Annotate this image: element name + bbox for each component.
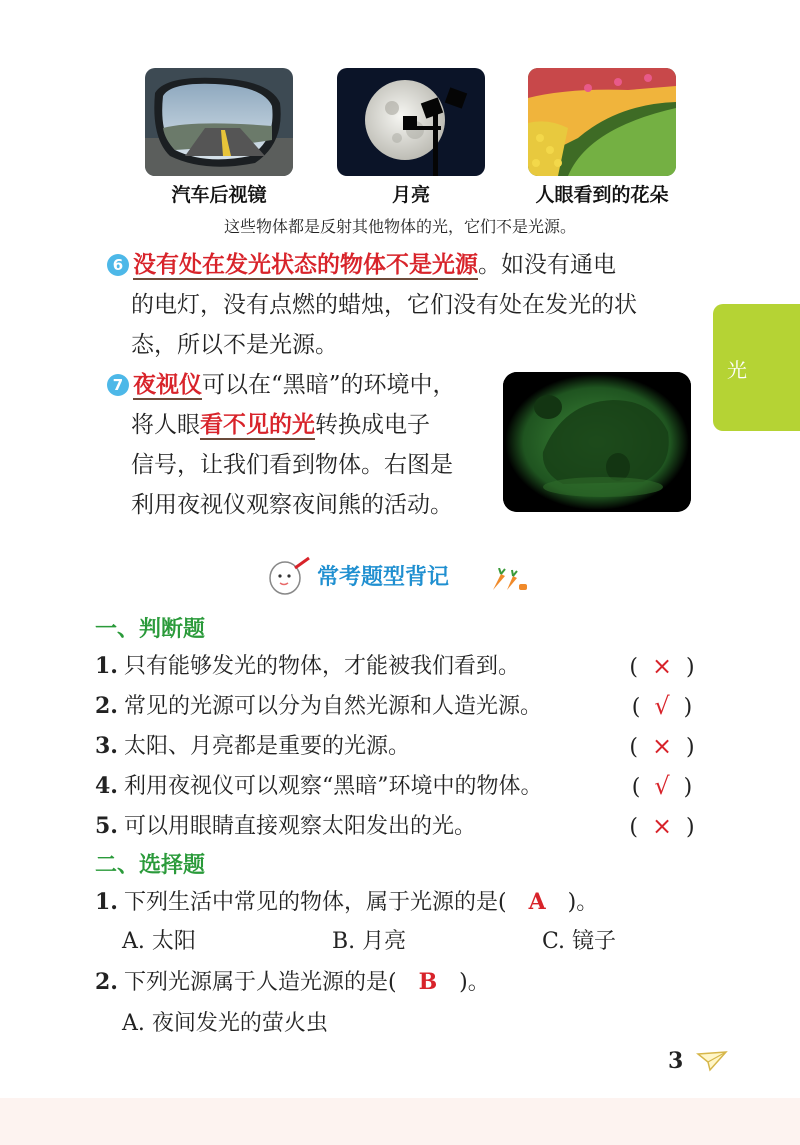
carrot-icon <box>489 568 529 592</box>
choice-q2-num: 2. <box>95 969 118 995</box>
judge-item-1-open: ( <box>629 655 638 680</box>
section-banner-title: 常考题型背记 <box>317 565 450 590</box>
choice-q2-answer: B <box>418 969 438 995</box>
judge-item-3-mark: × <box>651 732 673 760</box>
choice-q2-option-a: A. 夜间发光的萤火虫 <box>122 1011 328 1036</box>
flowers-photo <box>528 68 676 176</box>
judge-item-2-close: ) <box>683 695 693 720</box>
judge-item-1-mark: × <box>651 652 673 680</box>
section-banner <box>267 556 537 596</box>
judge-item-2-num: 2. <box>95 693 118 719</box>
judge-item-3-num: 3. <box>95 733 118 759</box>
point-6-highlight: 没有处在发光状态的物体不是光源 <box>133 251 478 278</box>
photo-note: 这些物体都是反射其他物体的光，它们不是光源。 <box>223 217 576 236</box>
judge-item-4-num: 4. <box>95 773 118 799</box>
choice-section-title: 二、选择题 <box>95 853 206 878</box>
bottom-band <box>0 1098 800 1145</box>
judge-item-2-open: ( <box>631 695 641 720</box>
judge-item-3-text: 太阳、月亮都是重要的光源。 <box>123 734 410 759</box>
choice-q1-options <box>122 922 732 962</box>
judge-item-3-open: ( <box>629 735 638 760</box>
judge-item-2 <box>95 686 705 726</box>
choice-q2-options <box>122 1004 732 1044</box>
paper-plane-icon <box>696 1050 728 1072</box>
point-7-line4: 利用夜视仪观察夜间熊的活动。 <box>131 492 453 518</box>
page-number: 3 <box>668 1048 684 1074</box>
point-6-line3: 态，所以不是光源。 <box>131 332 338 358</box>
choice-question-1 <box>95 882 705 922</box>
point-6-badge: 6 <box>107 254 129 276</box>
judge-item-5-mark: × <box>651 812 673 840</box>
flowers-caption: 人眼看到的花朵 <box>535 184 669 206</box>
choice-q2-close: )。 <box>459 970 490 995</box>
point-7 <box>107 365 497 525</box>
judge-section-title: 一、判断题 <box>95 617 206 642</box>
chapter-tab-label: 光 <box>727 358 747 382</box>
judge-item-2-mark: √ <box>654 692 670 720</box>
night-vision-bear-photo <box>503 372 691 512</box>
choice-q1-option-c: C. 镜子 <box>542 929 617 954</box>
car-mirror-caption: 汽车后视镜 <box>171 184 267 206</box>
judge-item-4 <box>95 766 705 806</box>
judge-item-4-open: ( <box>631 775 641 800</box>
choice-q1-answer: A <box>528 889 546 915</box>
point-7-badge: 7 <box>107 374 129 396</box>
judge-item-5-open: ( <box>629 815 638 840</box>
point-7-line1: 可以在“黑暗”的环境中， <box>202 372 456 398</box>
judge-item-5-num: 5. <box>95 813 118 839</box>
moon-photo <box>337 68 485 176</box>
cartoon-egg-icon <box>267 556 311 596</box>
choice-q1-option-b: B. 月亮 <box>332 929 407 954</box>
moon-caption: 月亮 <box>391 184 430 206</box>
judge-item-4-close: ) <box>683 775 693 800</box>
judge-item-4-text: 利用夜视仪可以观察“黑暗”环境中的物体。 <box>123 774 543 799</box>
point-7-term: 夜视仪 <box>133 371 202 398</box>
choice-q2-text: 下列光源属于人造光源的是( <box>123 970 397 995</box>
judge-item-1 <box>95 646 705 686</box>
judge-item-1-close: ) <box>686 655 695 680</box>
choice-q1-num: 1. <box>95 889 118 915</box>
judge-item-1-text: 只有能够发光的物体，才能被我们看到。 <box>123 654 520 679</box>
choice-q1-text: 下列生活中常见的物体，属于光源的是( <box>123 890 507 915</box>
judge-item-5-close: ) <box>686 815 695 840</box>
judge-item-5-text: 可以用眼睛直接观察太阳发出的光。 <box>123 814 476 839</box>
choice-q1-option-a: A. 太阳 <box>122 929 196 954</box>
point-7-line2b: 转换成电子 <box>315 412 430 438</box>
judge-item-4-mark: √ <box>654 772 670 800</box>
point-6 <box>107 245 707 365</box>
chapter-tab <box>713 304 800 431</box>
point-7-highlight: 看不见的光 <box>200 411 315 438</box>
judge-item-5 <box>95 806 705 846</box>
judge-item-3-close: ) <box>686 735 695 760</box>
judge-item-3 <box>95 726 705 766</box>
choice-q1-close: )。 <box>567 890 599 915</box>
car-mirror-photo <box>145 68 293 176</box>
point-6-line1: 。如没有通电 <box>478 252 616 278</box>
choice-question-2 <box>95 962 705 1002</box>
point-7-line2a: 将人眼 <box>131 412 200 438</box>
judge-item-1-num: 1. <box>95 653 118 679</box>
point-6-line2: 的电灯，没有点燃的蜡烛，它们没有处在发光的状 <box>131 292 637 318</box>
judge-item-2-text: 常见的光源可以分为自然光源和人造光源。 <box>123 694 542 719</box>
point-7-line3: 信号，让我们看到物体。右图是 <box>131 452 453 478</box>
